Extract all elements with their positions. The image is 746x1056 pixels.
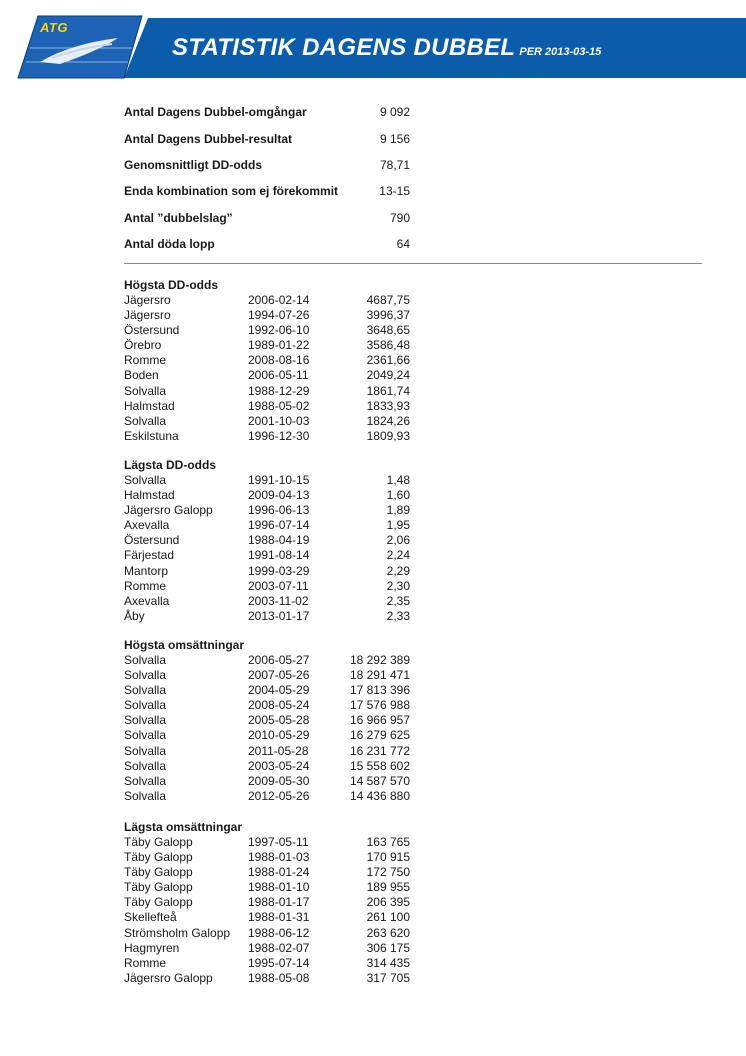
table-row: Solvalla 2012-05-26 14 436 880 [124,788,410,803]
summary-row: Antal döda lopp 64 [124,237,410,252]
table-row: Romme 1995-07-14 314 435 [124,955,410,970]
header-banner [0,0,746,82]
page-title: STATISTIK DAGENS DUBBEL PER 2013-03-15 [172,34,602,61]
atg-logo: ATG [40,20,68,35]
table-row: Solvalla 2004-05-29 17 813 396 [124,683,410,698]
table-row: Mantorp 1999-03-29 2,29 [124,563,410,578]
table-row: Eskilstuna 1996-12-30 1809,93 [124,428,410,443]
table-row: Täby Galopp 1988-01-03 170 915 [124,850,410,865]
section-lowest-turnover [124,820,410,986]
table-row: Boden 2006-05-11 2049,24 [124,368,410,383]
table-row: Solvalla 2007-05-26 18 291 471 [124,668,410,683]
table-row: Hagmyren 1988-02-07 306 175 [124,940,410,955]
table-row: Täby Galopp 1988-01-10 189 955 [124,880,410,895]
table-row: Solvalla 2006-05-27 18 292 389 [124,653,410,667]
section-highest-turnover [124,638,410,804]
table-row: Solvalla 2001-10-03 1824,26 [124,413,410,428]
table-row: Solvalla 2008-05-24 17 576 988 [124,698,410,713]
table-row: Solvalla 2009-05-30 14 587 570 [124,773,410,788]
table-row: Jägersro 2006-02-14 4687,75 [124,293,410,307]
table-row: Täby Galopp 1997-05-11 163 765 [124,835,410,849]
table-row: Romme 2008-08-16 2361,66 [124,353,410,368]
table-row: Jägersro Galopp 1988-05-08 317 705 [124,970,410,985]
table-row: Axevalla 2003-11-02 2,35 [124,593,410,608]
table-row: Täby Galopp 1988-01-17 206 395 [124,895,410,910]
section-title: Lägsta DD-odds [124,458,217,472]
table-row: Halmstad 1988-05-02 1833,93 [124,398,410,413]
summary-row: Genomsnittligt DD-odds 78,71 [124,157,410,172]
table-row: Jägersro Galopp 1996-06-13 1,89 [124,503,410,518]
table-row: Solvalla 2005-05-28 16 966 957 [124,713,410,728]
table-row: Romme 2003-07-11 2,30 [124,578,410,593]
table-row: Östersund 1988-04-19 2,06 [124,533,410,548]
section-title: Högsta DD-odds [124,278,218,292]
table-row: Solvalla 1991-10-15 1,48 [124,473,410,487]
table-row: Solvalla 1988-12-29 1861,74 [124,383,410,398]
summary-row: Antal Dagens Dubbel-omgångar 9 092 [124,105,410,120]
summary-list [124,99,410,257]
table-row: Örebro 1989-01-22 3586,48 [124,338,410,353]
summary-row: Enda kombination som ej förekommit 13-15 [124,184,410,199]
table-row: Färjestad 1991-08-14 2,24 [124,548,410,563]
section-highest-odds [124,278,410,444]
table-row: Täby Galopp 1988-01-24 172 750 [124,865,410,880]
table-row: Skellefteå 1988-01-31 261 100 [124,910,410,925]
section-divider [124,263,702,264]
section-title: Högsta omsättningar [124,638,245,652]
section-lowest-odds [124,458,410,624]
table-row: Åby 2013-01-17 2,33 [124,608,410,623]
table-row: Jägersro 1994-07-26 3996,37 [124,308,410,323]
table-row: Östersund 1992-06-10 3648,65 [124,323,410,338]
table-row: Axevalla 1996-07-14 1,95 [124,518,410,533]
summary-row: Antal ”dubbelslag” 790 [124,210,410,225]
section-title: Lägsta omsättningar [124,820,243,834]
summary-row: Antal Dagens Dubbel-resultat 9 156 [124,131,410,146]
table-row: Halmstad 2009-04-13 1,60 [124,488,410,503]
table-row: Solvalla 2010-05-29 16 279 625 [124,728,410,743]
page-subtitle: PER 2013-03-15 [519,46,602,58]
table-row: Solvalla 2003-05-24 15 558 602 [124,758,410,773]
table-row: Strömsholm Galopp 1988-06-12 263 620 [124,925,410,940]
table-row: Solvalla 2011-05-28 16 231 772 [124,743,410,758]
